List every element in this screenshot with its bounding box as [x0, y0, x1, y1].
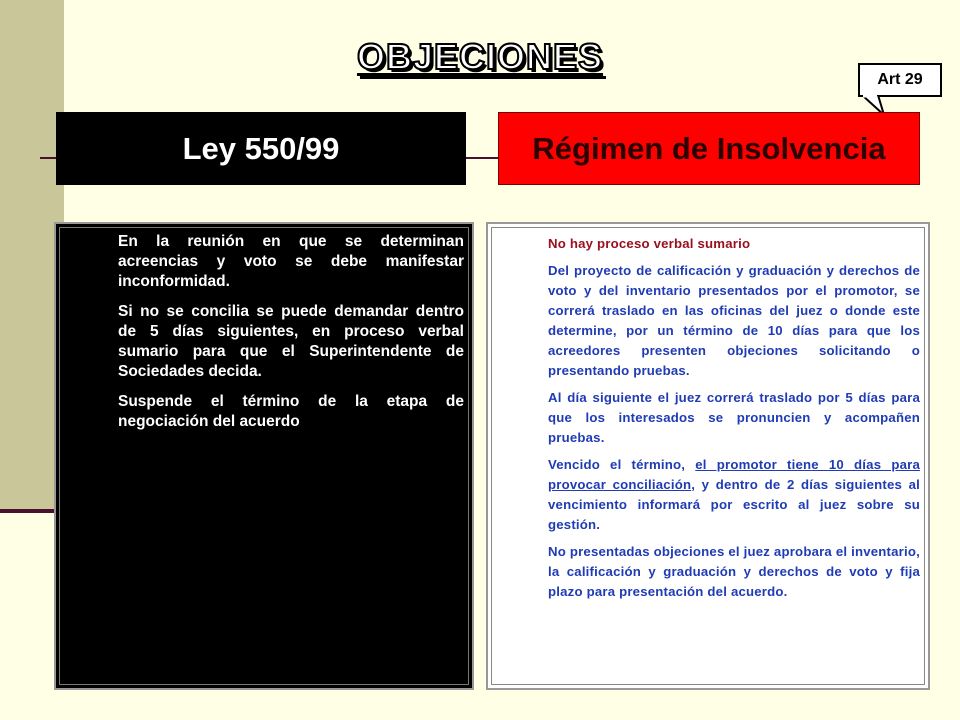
ley-550-paragraph: Si no se concilia se puede demandar dentro de 5 días siguientes, en proceso verbal sumario para que el Superintendente de Sociedades decida. — [118, 303, 464, 380]
insolvencia-paragraph: No hay proceso verbal sumario — [548, 236, 751, 251]
insolvencia-paragraph: No presentadas objeciones el juez aprobara el inventario, la calificación y graduación y derechos de voto y fija plazo para presentación del acuerdo. — [548, 544, 920, 599]
insolvencia-paragraph: Del proyecto de calificación y graduación y derechos de voto y del inventario presentados por el promotor, se correrá traslado en las oficinas del juez o donde este determine, por un término de 10 días para que los acreedores presenten objeciones solicitando o presentando pruebas. — [548, 263, 920, 378]
ley-550-paragraph: En la reunión en que se determinan acreencias y voto se debe manifestar inconformidad. — [118, 233, 464, 290]
underlined-promotor-phrase: el promotor tiene 10 días para provocar conciliación — [548, 457, 920, 492]
ley-550-paragraph: Suspende el término de la etapa de negociación del acuerdo — [118, 393, 464, 430]
slide-title: OBJECIONES — [356, 36, 604, 77]
ley-550-content-box — [54, 222, 474, 690]
ley-550-header: Ley 550/99 — [56, 112, 466, 185]
insolvencia-content-box — [486, 222, 930, 690]
ley-550-text — [118, 232, 464, 442]
article-callout: Art 29 — [858, 63, 942, 97]
paragraph-segment: Vencido el término, — [548, 457, 696, 472]
paragraph-segment: , y dentro de 2 días siguientes al vencimiento informará por escrito al juez sobre su gestión. — [548, 477, 920, 532]
insolvencia-paragraph: Al día siguiente el juez correrá traslado por 5 días para que los interesados se pronuncien y acompañen pruebas. — [548, 390, 920, 445]
middle-connector-line — [466, 157, 498, 159]
insolvencia-text — [548, 234, 920, 609]
regimen-insolvencia-header: Régimen de Insolvencia — [498, 112, 920, 185]
insolvencia-paragraph — [548, 455, 920, 535]
